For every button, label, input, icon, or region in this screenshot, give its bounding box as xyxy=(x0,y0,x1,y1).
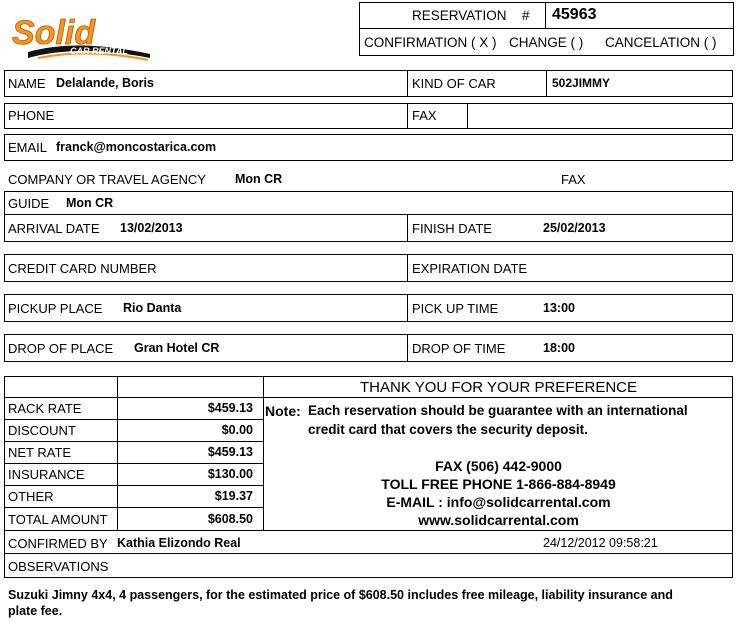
phone-row xyxy=(4,103,733,129)
confirmed-by-value: Kathia Elizondo Real xyxy=(117,536,241,550)
drop-time-label: DROP OF TIME xyxy=(412,341,506,356)
reservation-number: 45963 xyxy=(552,6,597,23)
rate-label: INSURANCE xyxy=(8,467,85,482)
guide-row xyxy=(4,191,733,242)
guide-label: GUIDE xyxy=(8,196,50,211)
note-label: Note: xyxy=(265,403,301,419)
pickup-time-value: 13:00 xyxy=(543,301,575,315)
finish-date-label: FINISH DATE xyxy=(412,221,492,236)
company-logo xyxy=(8,8,158,64)
fax-label: FAX xyxy=(412,108,437,123)
pickup-row xyxy=(4,294,733,322)
pickup-place-label: PICKUP PLACE xyxy=(8,301,103,316)
reservation-label: RESERVATION xyxy=(412,8,507,23)
change-option: CHANGE ( ) xyxy=(509,35,584,50)
svg-text:CAR RENTAL: CAR RENTAL xyxy=(70,46,128,56)
rate-label: OTHER xyxy=(8,489,54,504)
name-label: NAME xyxy=(8,76,46,91)
company-label: COMPANY OR TRAVEL AGENCY xyxy=(8,172,206,187)
timestamp: 24/12/2012 09:58:21 xyxy=(543,536,658,550)
company-value: Mon CR xyxy=(235,172,283,186)
rate-value: $130.00 xyxy=(207,467,253,481)
finish-date-value: 25/02/2013 xyxy=(543,221,606,235)
cancelation-option: CANCELATION ( ) xyxy=(605,35,717,50)
confirmation-option: CONFIRMATION ( X ) xyxy=(364,35,497,50)
rate-value: $0.00 xyxy=(221,423,253,437)
rate-label: RACK RATE xyxy=(8,401,82,416)
drop-place-label: DROP OF PLACE xyxy=(8,341,114,356)
observations-line-2: plate fee. xyxy=(8,604,63,618)
arrival-date-label: ARRIVAL DATE xyxy=(8,221,100,236)
rate-value: $459.13 xyxy=(207,445,253,459)
note-line-2: credit card that covers the security deposit. xyxy=(308,422,588,437)
rate-label: TOTAL AMOUNT xyxy=(8,512,108,527)
arrival-date-value: 13/02/2013 xyxy=(120,221,183,235)
observations-label: OBSERVATIONS xyxy=(8,559,109,574)
credit-card-label: CREDIT CARD NUMBER xyxy=(8,261,157,276)
svg-text:Solid: Solid xyxy=(12,14,96,52)
contact-fax: FAX (506) 442-9000 xyxy=(435,458,562,474)
email-value: franck@moncostarica.com xyxy=(56,140,217,154)
contact-website: www.solidcarrental.com xyxy=(418,512,579,528)
drop-time-value: 18:00 xyxy=(543,341,575,355)
contact-email: E-MAIL : info@solidcarrental.com xyxy=(386,494,611,510)
guide-value: Mon CR xyxy=(66,196,114,210)
expiration-date-label: EXPIRATION DATE xyxy=(412,261,528,276)
pickup-time-label: PICK UP TIME xyxy=(412,301,499,316)
kind-of-car-value: 502JIMMY xyxy=(552,76,611,90)
rate-value: $19.37 xyxy=(214,489,253,503)
thank-you-heading: THANK YOU FOR YOUR PREFERENCE xyxy=(360,379,637,396)
confirmed-by-label: CONFIRMED BY xyxy=(8,536,108,551)
rate-value: $608.50 xyxy=(207,512,253,526)
email-label: EMAIL xyxy=(8,140,48,155)
observations-line-1: Suzuki Jimny 4x4, 4 passengers, for the estimated price of $608.50 includes free mileage, liability insurance and xyxy=(8,588,673,602)
rate-label: DISCOUNT xyxy=(8,423,76,438)
phone-label: PHONE xyxy=(8,108,55,123)
drop-row xyxy=(4,334,733,362)
drop-place-value: Gran Hotel CR xyxy=(134,341,220,355)
kind-of-car-label: KIND OF CAR xyxy=(412,76,496,91)
company-fax-label: FAX xyxy=(561,172,586,187)
rate-value: $459.13 xyxy=(207,401,253,415)
reservation-hash: # xyxy=(522,8,530,23)
rate-label: NET RATE xyxy=(8,445,72,460)
name-value: Delalande, Boris xyxy=(56,76,154,90)
contact-tollfree: TOLL FREE PHONE 1-866-884-8949 xyxy=(381,476,616,492)
note-line-1: Each reservation should be guarantee with an international xyxy=(308,403,688,418)
pickup-place-value: Rio Danta xyxy=(123,301,182,315)
